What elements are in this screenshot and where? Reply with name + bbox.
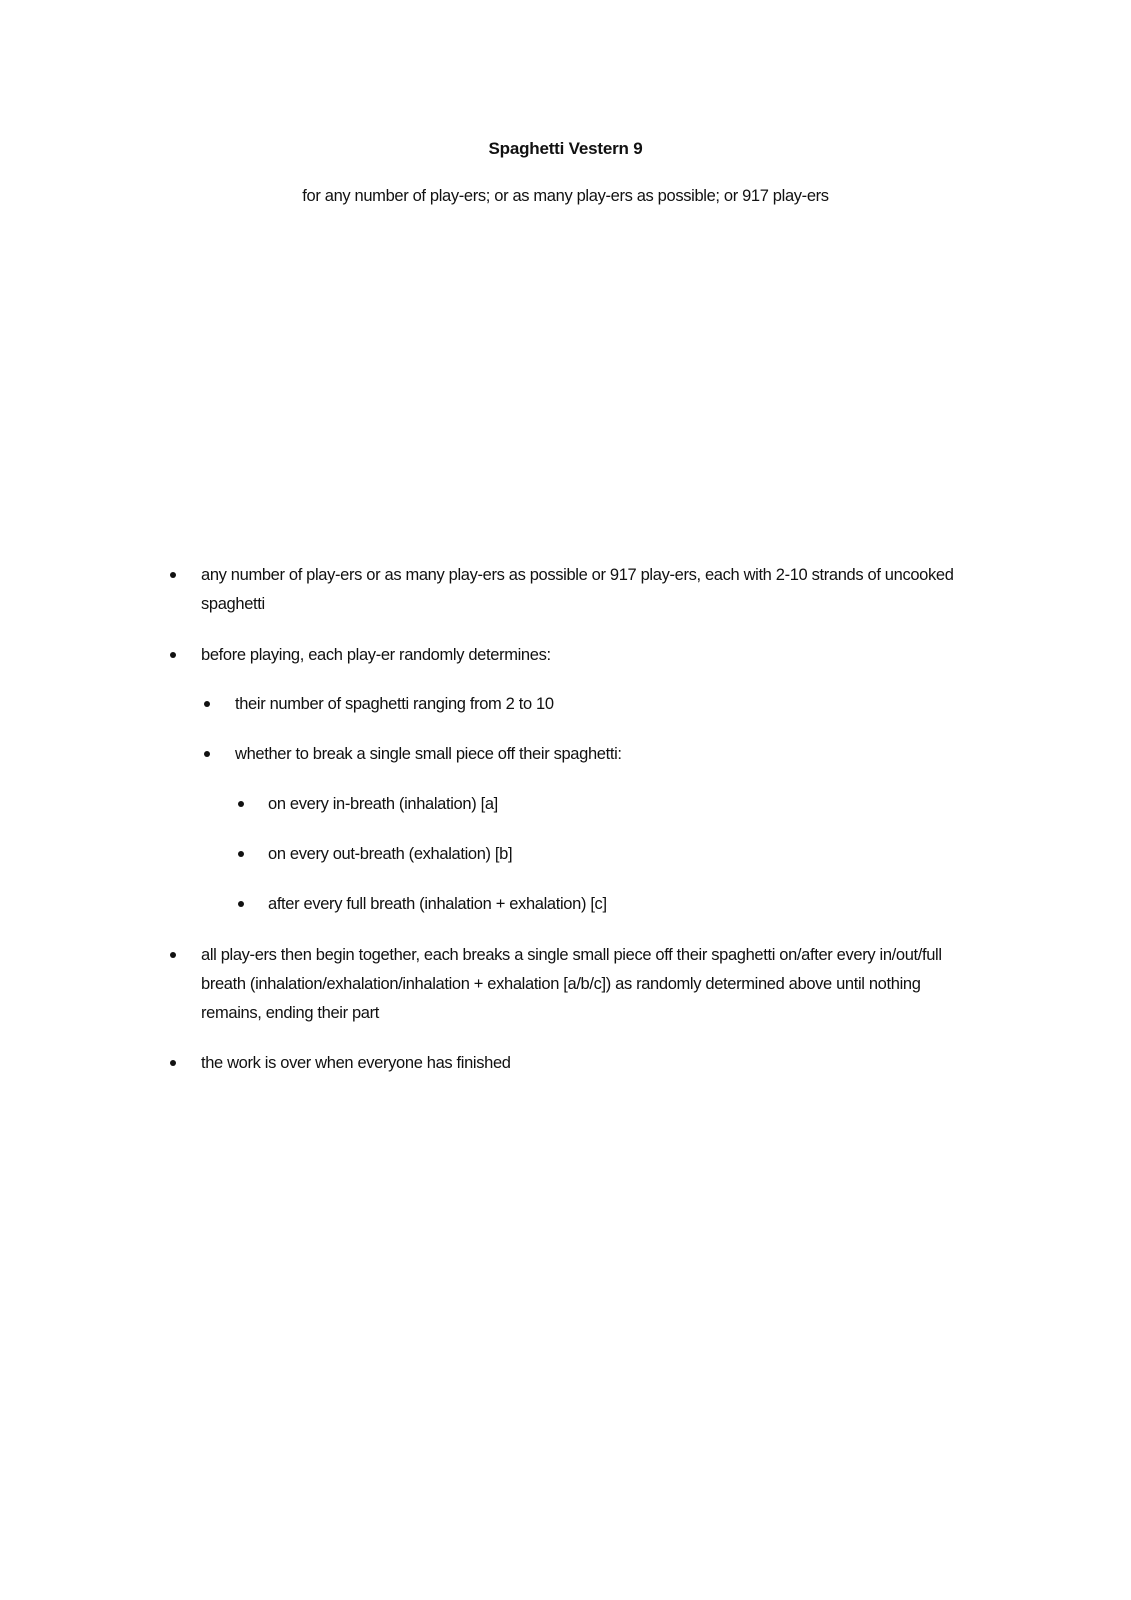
bullet-icon	[170, 652, 176, 658]
sub-sub-list-item: on every in-breath (inhalation) [a]	[268, 795, 498, 813]
bullet-icon	[238, 851, 244, 857]
document-title: Spaghetti Vestern 9	[488, 139, 643, 158]
sub-sub-list-item: after every full breath (inhalation + exhalation) [c]	[268, 895, 607, 913]
sub-sub-list-item: on every out-breath (exhalation) [b]	[268, 845, 513, 863]
bullet-icon	[204, 701, 210, 707]
document-subtitle: for any number of play-ers; or as many play-ers as possible; or 917 play-ers	[302, 187, 829, 205]
list-item: before playing, each play-er randomly determines:	[201, 646, 551, 664]
bullet-icon	[170, 572, 176, 578]
bullet-icon	[238, 901, 244, 907]
list-item: all play-ers then begin together, each breaks a single small piece off their spaghetti on/after every in/out/full breath (inhalation/exhalation/inhalation + exhalation [a/b/c]) as randomly determined above until nothing remains, ending their part	[201, 946, 942, 1022]
list-item: the work is over when everyone has finished	[201, 1054, 511, 1072]
bullet-icon	[238, 801, 244, 807]
bullet-icon	[204, 751, 210, 757]
bullet-icon	[170, 1060, 176, 1066]
sub-list-item: their number of spaghetti ranging from 2 to 10	[235, 695, 554, 713]
list-item: any number of play-ers or as many play-ers as possible or 917 play-ers, each with 2-10 strands of uncooked spaghetti	[201, 566, 954, 613]
bullet-icon	[170, 952, 176, 958]
sub-list-item: whether to break a single small piece off their spaghetti:	[235, 745, 622, 763]
